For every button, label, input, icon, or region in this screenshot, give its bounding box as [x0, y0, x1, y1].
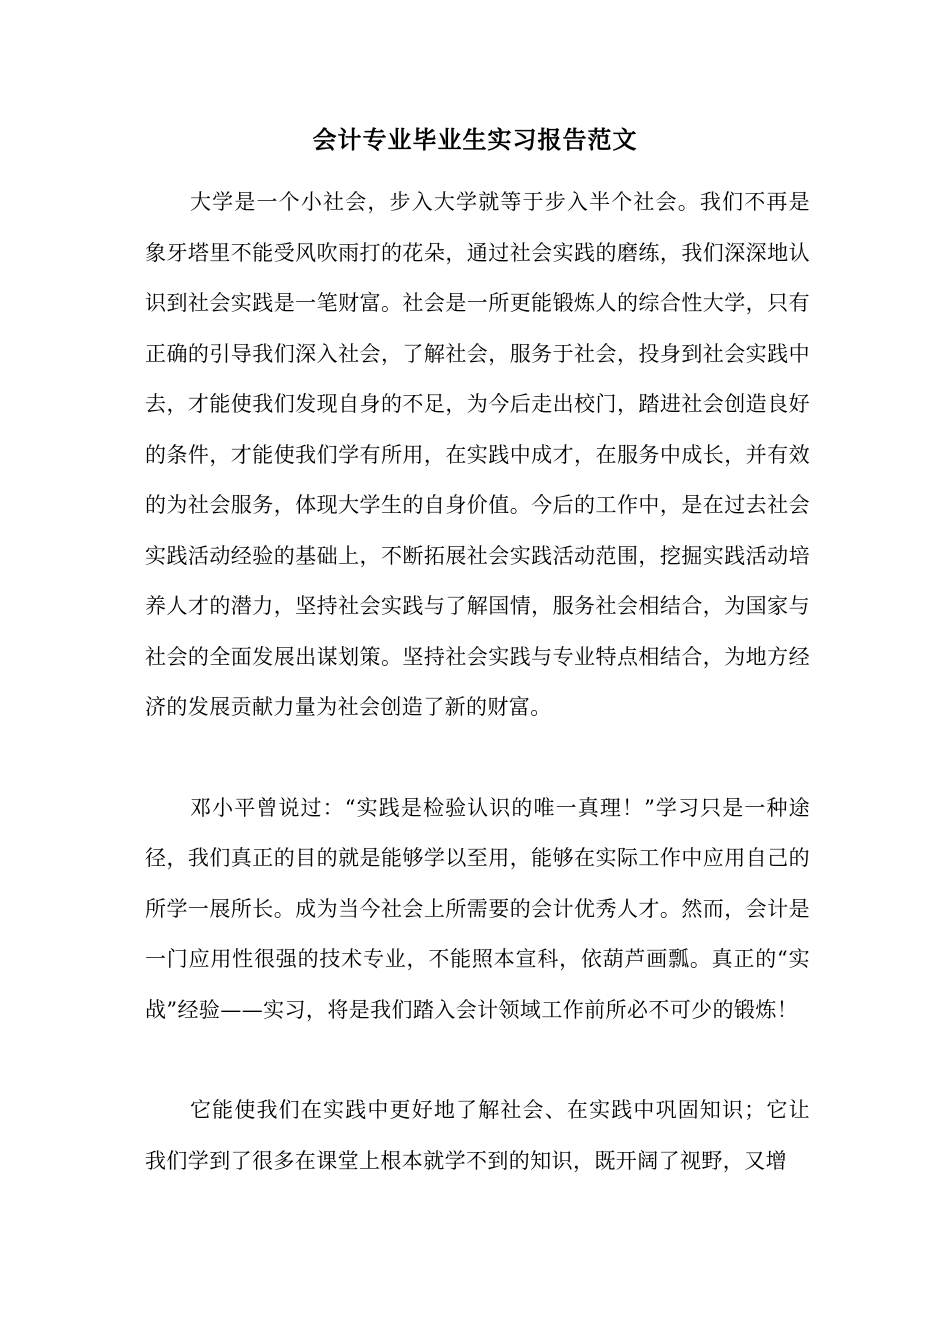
document-title: 会计专业毕业生实习报告范文 — [312, 126, 638, 154]
paragraph-gap — [145, 1035, 810, 1085]
paragraph-1: 大学是一个小社会，步入大学就等于步入半个社会。我们不再是象牙塔里不能受风吹雨打的花朵，通过社会实践的磨练，我们深深地认识到社会实践是一笔财富。社会是一所更能锻炼人的综合性大学，只有正确的引导我们深入社会，了解社会，服务于社会，投身到社会实践中去，才能使我们发现自身的不足，为今后走出校门，踏进社会创造良好的条件，才能使我们学有所用，在实践中成才，在服务中成长，并有效的为社会服务，体现大学生的自身价值。今后的工作中，是在过去社会实践活动经验的基础上，不断拓展社会实践活动范围，挖掘实践活动培养人才的潜力，坚持社会实践与了解国情，服务社会相结合，为国家与社会的全面发展出谋划策。坚持社会实践与专业特点相结合，为地方经济的发展贡献力量为社会创造了新的财富。 — [145, 190, 810, 719]
paragraph-gap — [145, 733, 810, 783]
paragraph-3: 它能使我们在实践中更好地了解社会、在实践中巩固知识；它让我们学到了很多在课堂上根本就学不到的知识，既开阔了视野，又增 — [145, 1098, 810, 1173]
paragraph-2: 邓小平曾说过：“实践是检验认识的唯一真理！”学习只是一种途径，我们真正的目的就是能够学以至用，能够在实际工作中应用自己的所学一展所长。成为当今社会上所需要的会计优秀人才。然而，会计是一门应用性很强的技术专业，不能照本宣科，依葫芦画瓢。真正的“实战”经验——实习，将是我们踏入会计领域工作前所必不可少的锻炼！ — [145, 795, 810, 1022]
document-body — [145, 177, 810, 1186]
